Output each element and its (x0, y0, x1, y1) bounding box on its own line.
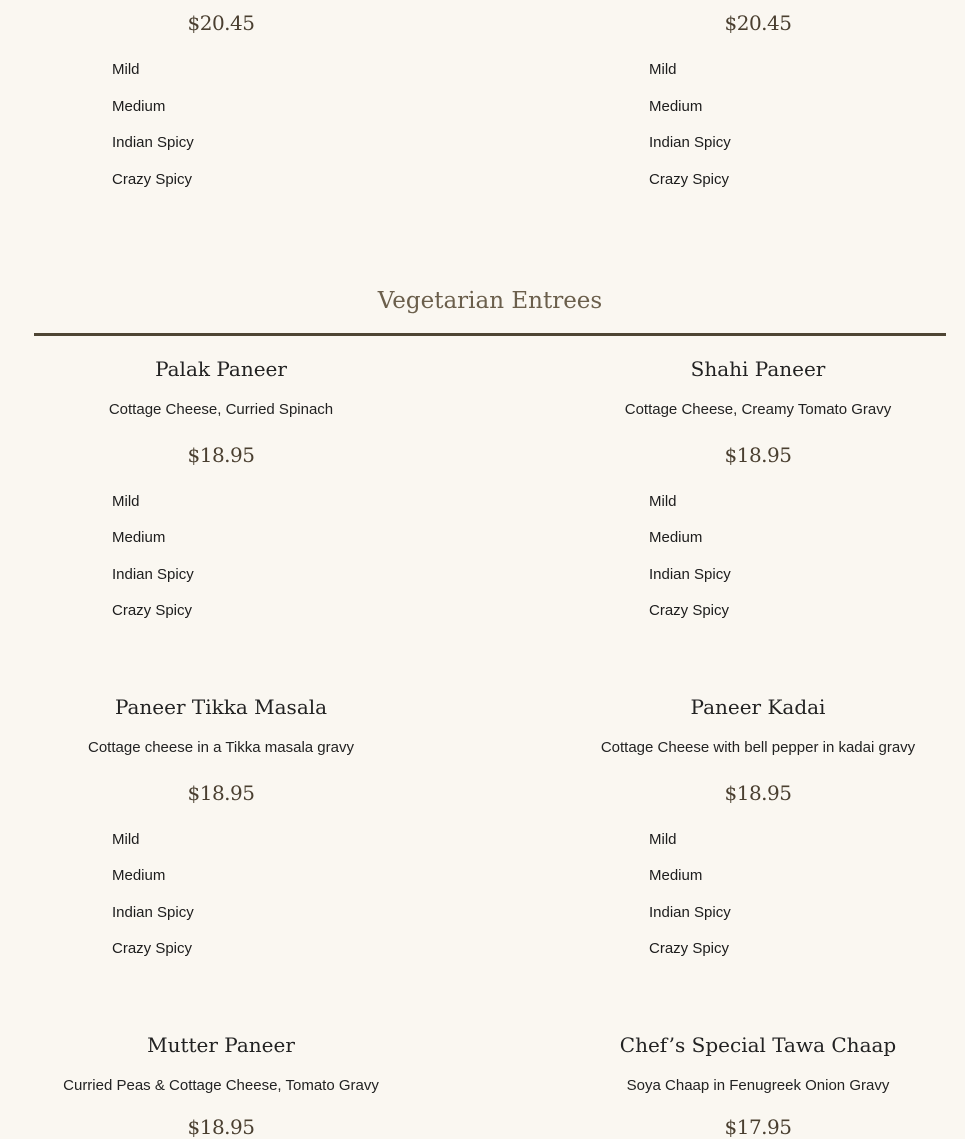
spice-option-indian-spicy[interactable]: Indian Spicy (649, 134, 731, 151)
section-divider (34, 333, 946, 336)
item-name: Mutter Paneer (147, 1033, 295, 1057)
spice-option-medium[interactable]: Medium (649, 867, 703, 884)
spice-option-crazy-spicy[interactable]: Crazy Spicy (112, 940, 193, 957)
item-price: $18.95 (187, 443, 255, 467)
spice-option-mild[interactable]: Mild (649, 493, 677, 510)
item-price: $20.45 (187, 11, 255, 35)
spice-option-crazy-spicy[interactable]: Crazy Spicy (112, 602, 193, 619)
spice-option-mild[interactable]: Mild (112, 61, 140, 78)
item-price: $20.45 (724, 11, 792, 35)
spice-option-indian-spicy[interactable]: Indian Spicy (112, 566, 194, 583)
spice-option-indian-spicy[interactable]: Indian Spicy (649, 904, 731, 921)
spice-option-crazy-spicy[interactable]: Crazy Spicy (112, 171, 193, 188)
item-description: Cottage Cheese, Creamy Tomato Gravy (624, 401, 892, 418)
item-name: Palak Paneer (155, 357, 287, 381)
spice-option-crazy-spicy[interactable]: Crazy Spicy (649, 171, 730, 188)
item-price: $18.95 (187, 781, 255, 805)
spice-option-mild[interactable]: Mild (112, 831, 140, 848)
item-price: $18.95 (724, 781, 792, 805)
section-title: Vegetarian Entrees (377, 288, 603, 314)
spice-option-medium[interactable]: Medium (112, 529, 166, 546)
spice-option-medium[interactable]: Medium (649, 98, 703, 115)
spice-option-medium[interactable]: Medium (649, 529, 703, 546)
item-name: Paneer Tikka Masala (114, 695, 328, 719)
item-description: Cottage cheese in a Tikka masala gravy (88, 739, 354, 756)
item-description: Soya Chaap in Fenugreek Onion Gravy (626, 1077, 890, 1094)
spice-option-indian-spicy[interactable]: Indian Spicy (112, 134, 194, 151)
item-description: Cottage Cheese, Curried Spinach (108, 401, 334, 418)
item-name: Chef’s Special Tawa Chaap (619, 1033, 897, 1057)
spice-option-mild[interactable]: Mild (112, 493, 140, 510)
spice-option-medium[interactable]: Medium (112, 867, 166, 884)
item-price: $17.95 (724, 1115, 792, 1139)
spice-option-indian-spicy[interactable]: Indian Spicy (649, 566, 731, 583)
item-price: $18.95 (724, 443, 792, 467)
item-description: Cottage Cheese with bell pepper in kadai gravy (600, 739, 916, 756)
spice-option-crazy-spicy[interactable]: Crazy Spicy (649, 940, 730, 957)
spice-option-medium[interactable]: Medium (112, 98, 166, 115)
spice-option-mild[interactable]: Mild (649, 61, 677, 78)
item-name: Shahi Paneer (690, 357, 826, 381)
item-description: Curried Peas & Cottage Cheese, Tomato Gravy (63, 1077, 379, 1094)
item-price: $18.95 (187, 1115, 255, 1139)
spice-option-mild[interactable]: Mild (649, 831, 677, 848)
spice-option-indian-spicy[interactable]: Indian Spicy (112, 904, 194, 921)
spice-option-crazy-spicy[interactable]: Crazy Spicy (649, 602, 730, 619)
item-name: Paneer Kadai (690, 695, 826, 719)
